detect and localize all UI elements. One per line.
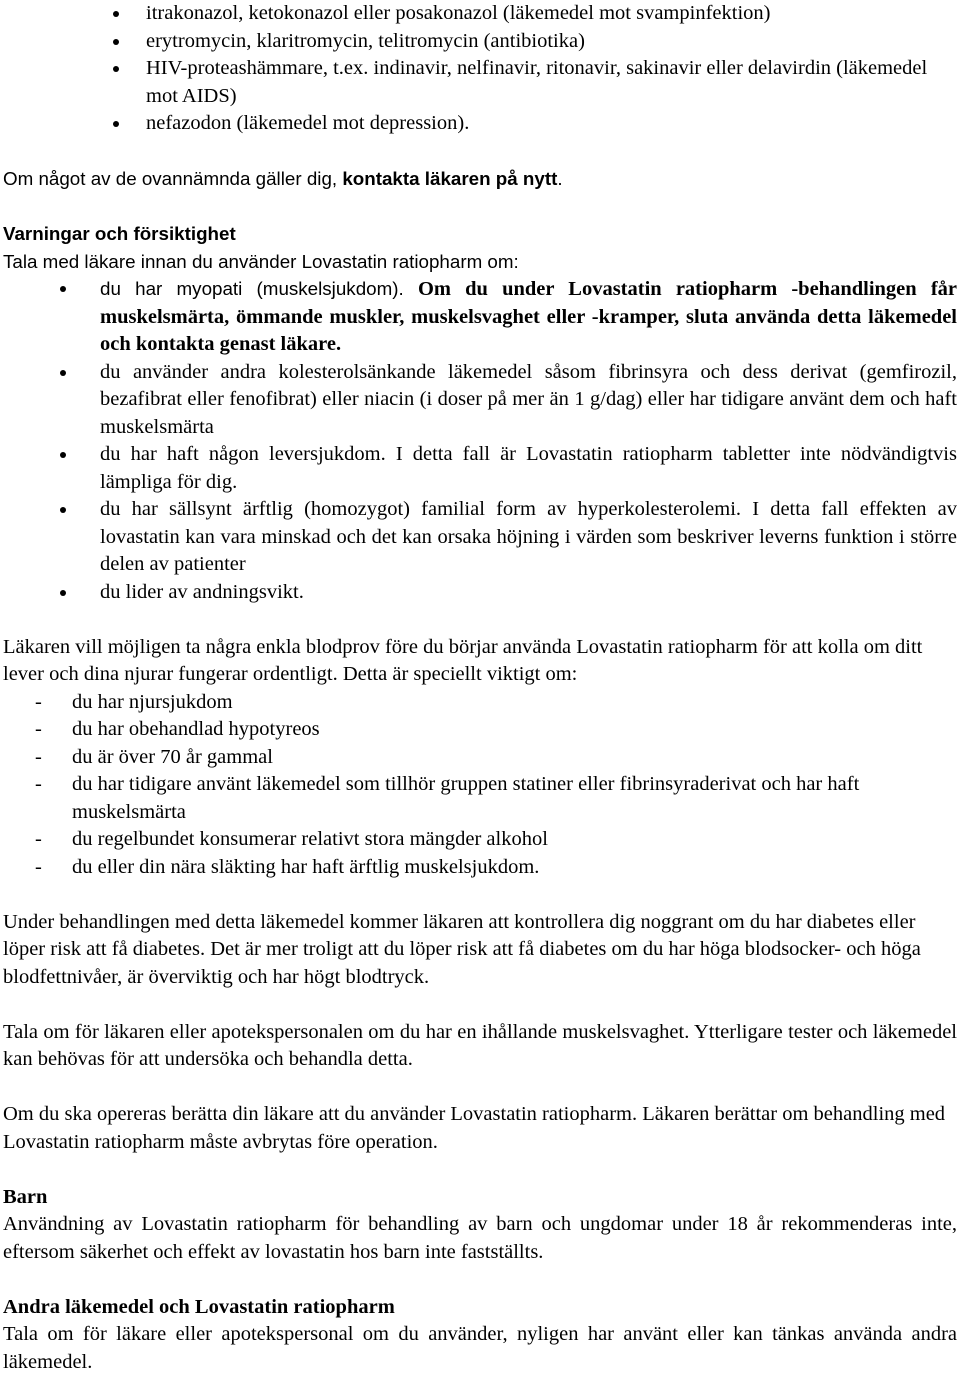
list-item: - du regelbundet konsumerar relativt stora mängder alkohol — [3, 826, 957, 854]
muscle-weakness-paragraph: Tala om för läkaren eller apotekspersonalen om du har en ihållande muskelsvaghet. Ytterligare tester och läkemedel kan behövas för att undersöka och behandla detta. — [3, 1020, 957, 1070]
surgery-paragraph: Om du ska opereras berätta din läkare att du använder Lovastatin ratiopharm. Läkaren berättar om behandling med Lovastatin ratiopharm måste avbrytas före operation. — [3, 1103, 946, 1153]
bullet-icon — [60, 370, 66, 376]
dash-marker: - — [35, 718, 42, 740]
warnings-list — [3, 275, 957, 606]
dash-marker: - — [35, 828, 42, 850]
list-item: - du är över 70 år gammal — [3, 744, 957, 772]
list-item: itrakonazol, ketokonazol eller posakonazol (läkemedel mot svampinfektion) — [3, 0, 957, 28]
list-item: - du har njursjukdom — [3, 689, 957, 717]
bullet-icon — [113, 39, 119, 45]
list-item: du har myopati (muskelsjukdom). Om du under Lovastatin ratiopharm -behandlingen får muskelsmärta, ömmande muskler, muskelsvaghet eller -kramper, sluta använda detta läkemedel och kontakta genast läkare. — [3, 275, 957, 359]
bullet-icon — [113, 121, 119, 127]
bullet-icon — [113, 66, 119, 72]
warnings-heading: Varningar och försiktighet — [3, 223, 236, 244]
list-item: du lider av andningsvikt. — [3, 579, 957, 607]
list-item: du använder andra kolesterolsänkande läkemedel såsom fibrinsyra och dess derivat (gemfirozil, bezafibrat eller fenofibrat) eller niacin (i doser på mer än 1 g/dag) eller har tidigare använt dem och haft muskelsmärta — [3, 359, 957, 442]
list-item: du har sällsynt ärftlig (homozygot) familial form av hyperkolesterolemi. I detta fall effekten av lovastatin kan vara minskad och det kan orsaka höjning i värden som beskriver leverns funktion i större delen av patienter — [3, 496, 957, 579]
list-item: - du eller din nära släkting har haft ärftlig muskelsjukdom. — [3, 854, 957, 882]
list-item: nefazodon (läkemedel mot depression). — [3, 110, 957, 138]
list-item: - du har tidigare använt läkemedel som tillhör gruppen statiner eller fibrinsyraderivat och har haft muskelsmärta — [35, 773, 860, 823]
dash-marker: - — [35, 773, 42, 795]
diabetes-paragraph: Under behandlingen med detta läkemedel kommer läkaren att kontrollera dig noggrant om du har diabetes eller löper risk att få diabetes. Det är mer troligt att du löper risk att få diabetes om du har höga blodsocker- och höga blodfettnivåer, är överviktig och har högt blodtryck. — [3, 910, 921, 988]
dash-marker: - — [35, 690, 42, 713]
bullet-icon — [60, 452, 66, 458]
list-item: du har haft någon leversjukdom. I detta fall är Lovastatin ratiopharm tabletter inte nödvändigtvis lämpliga för dig. — [3, 441, 957, 496]
bullet-icon — [60, 507, 66, 513]
bullet-icon — [60, 590, 66, 596]
interacting-drugs-list — [3, 0, 957, 138]
other-medicines-paragraph: Tala om för läkare eller apotekspersonal om du använder, nyligen har använt eller kan tänkas använda andra läkemedel. — [3, 1323, 957, 1373]
bullet-icon — [60, 286, 66, 292]
other-medicines-heading: Andra läkemedel och Lovastatin ratiopharm — [3, 1295, 395, 1318]
list-item: - du har obehandlad hypotyreos — [3, 716, 957, 744]
children-heading: Barn — [3, 1185, 48, 1208]
warnings-intro: Tala med läkare innan du använder Lovastatin ratiopharm om: — [3, 250, 519, 272]
bloodtest-paragraph: Läkaren vill möjligen ta några enkla blodprov före du börjar använda Lovastatin ratiopharm för att kolla om ditt lever och dina njurar fungerar ordentligt. Detta är speciellt viktigt om: — [3, 635, 923, 685]
dash-marker: - — [35, 745, 42, 768]
list-item: HIV-proteashämmare, t.ex. indinavir, nelfinavir, ritonavir, sakinavir eller delavirdin (läkemedel mot AIDS) — [3, 55, 957, 110]
bullet-icon — [113, 11, 119, 17]
list-item: erytromycin, klaritromycin, telitromycin (antibiotika) — [3, 28, 957, 56]
contact-doctor-note: Om något av de ovannämnda gäller dig, kontakta läkaren på nytt. — [3, 168, 563, 189]
dash-marker: - — [35, 855, 42, 878]
risk-factors-list — [3, 689, 957, 882]
children-paragraph: Användning av Lovastatin ratiopharm för behandling av barn och ungdomar under 18 år rekommenderas inte, eftersom säkerhet och effekt av lovastatin hos barn inte fastställts. — [3, 1213, 957, 1263]
